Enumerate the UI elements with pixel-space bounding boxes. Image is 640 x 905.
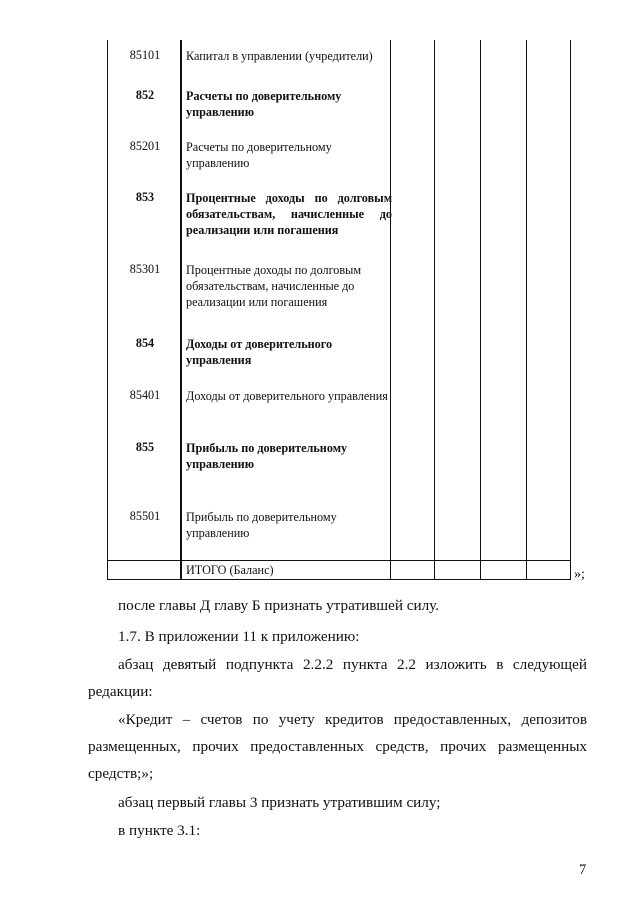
- paragraph-line: абзац девятый подпункта 2.2.2 пункта 2.2 изложить в следующей: [118, 656, 587, 673]
- table-border-right: [570, 40, 571, 580]
- paragraph: после главы Д главу Б признать утратившей силу.: [118, 597, 440, 614]
- account-code: 85101: [129, 48, 161, 62]
- paragraph: 1.7. В приложении 11 к приложению:: [118, 628, 360, 645]
- account-name: Прибыль по доверительному управлению: [186, 441, 348, 471]
- account-name: Капитал в управлении (учредители): [186, 49, 373, 63]
- paragraph-line: средств;»;: [88, 765, 154, 782]
- table-total-label: ИТОГО (Баланс): [186, 563, 274, 577]
- account-code: 854: [135, 336, 155, 350]
- paragraph: абзац первый главы 3 признать утратившим силу;: [118, 794, 441, 811]
- table-total-top-border: [107, 560, 571, 561]
- paragraph-line: редакции:: [88, 683, 153, 700]
- account-code: 855: [135, 440, 155, 454]
- account-name: Доходы от доверительного управления: [186, 337, 333, 367]
- account-code: 852: [135, 88, 155, 102]
- account-code: 85401: [129, 388, 161, 402]
- table-border-left: [107, 40, 108, 580]
- account-code: 853: [135, 190, 155, 204]
- account-name: Процентные доходы по долговым обязательствам, начисленные до реализации или погашения: [186, 263, 362, 309]
- account-name: Прибыль по доверительному управлению: [186, 510, 337, 540]
- account-name: Процентные доходы по долговым обязательствам, начисленные до реализации или погашения: [186, 191, 392, 237]
- account-code: 85201: [129, 139, 161, 153]
- table-column-divider: [434, 40, 435, 580]
- page-number: 7: [579, 862, 587, 878]
- account-name: Расчеты по доверительному управлению: [186, 140, 332, 170]
- closing-quote-mark: »;: [574, 567, 585, 582]
- table-column-divider: [390, 40, 391, 580]
- paragraph-line: «Кредит – счетов по учету кредитов предоставленных, депозитов: [118, 711, 587, 728]
- table-column-divider: [180, 40, 182, 580]
- table-column-divider: [480, 40, 481, 580]
- account-name: Расчеты по доверительному управлению: [186, 89, 342, 119]
- table-column-divider: [526, 40, 527, 580]
- table-total-bottom-border: [107, 579, 571, 580]
- account-code: 85501: [129, 509, 161, 523]
- account-name: Доходы от доверительного управления: [186, 389, 388, 403]
- account-code: 85301: [129, 262, 161, 276]
- paragraph: в пункте 3.1:: [118, 822, 201, 839]
- paragraph-line: размещенных, прочих предоставленных средств, прочих размещенных: [88, 738, 587, 755]
